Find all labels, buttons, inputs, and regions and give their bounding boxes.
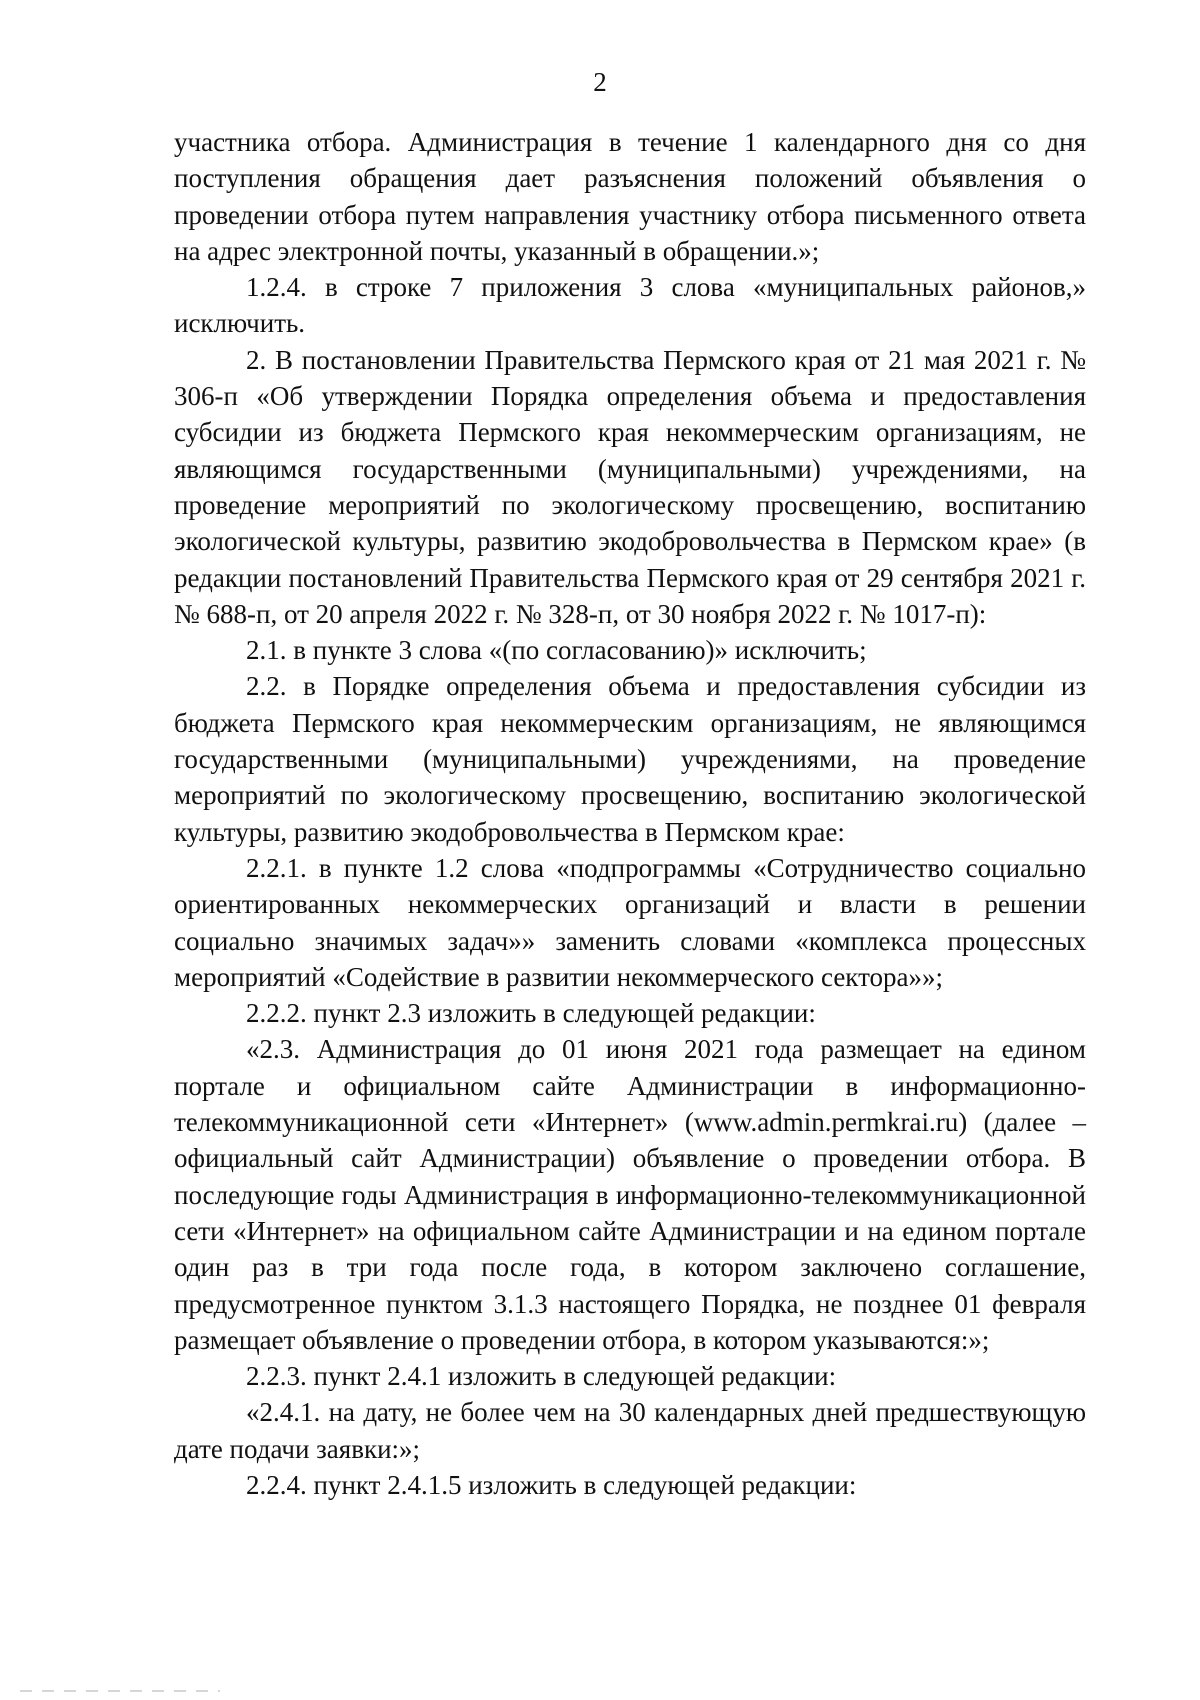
scan-artifact [20,1690,220,1692]
paragraph: 2.2.4. пункт 2.4.1.5 изложить в следующей редакции: [246,1469,857,1500]
paragraph: участника отбора. Администрация в течение 1 календарного дня со дня поступления обращения дает разъяснения положений объявления о проведении отбора путем направления участнику отбора письменного ответа на адрес электронной почты, указанный в обращении.»; [174,127,1086,266]
document-body [174,124,1086,1503]
paragraph: 1.2.4. в строке 7 приложения 3 слова «муниципальных районов,» исключить. [174,272,1086,339]
paragraph: 2.2.1. в пункте 1.2 слова «подпрограммы «Сотрудничество социально ориентированных некоммерческих организаций и власти в решении социально значимых задач»» заменить словами «комплекса процессных мероприятий «Содействие в развитии некоммерческого сектора»»; [174,852,1086,992]
paragraph: 2.2.3. пункт 2.4.1 изложить в следующей редакции: [246,1361,837,1392]
paragraph: 2.1. в пункте 3 слова «(по согласованию)» исключить; [246,635,867,666]
paragraph: «2.4.1. на дату, не более чем на 30 календарных дней предшествующую дате подачи заявки:»; [174,1397,1086,1464]
paragraph: 2.2.2. пункт 2.3 изложить в следующей редакции: [246,998,816,1029]
paragraph: «2.3. Администрация до 01 июня 2021 года размещает на едином портале и официальном сайте Администрации в информационно-телекоммуникационной сети «Интернет» (www.admin.permkrai.ru) (далее – официальный сайт Администрации) объявление о проведении отбора. В последующие годы Администрация в информационно-телекоммуникационной сети «Интернет» на официальном сайте Администрации и на едином портале один раз в три года после года, в котором заключено соглашение, предусмотренное пунктом 3.1.3 настоящего Порядка, не позднее 01 февраля размещает объявление о проведении отбора, в котором указываются:»; [174,1034,1086,1355]
page-number: 2 [593,67,607,97]
paragraph: 2.2. в Порядке определения объема и предоставления субсидии из бюджета Пермского края некоммерческим организациям, не являющимся государственными (муниципальными) учреждениями, на проведение мероприятий по экологическому просвещению, воспитанию экологической культуры, развитию экодобровольчества в Пермском крае: [174,671,1086,847]
paragraph: 2. В постановлении Правительства Пермского края от 21 мая 2021 г. № 306-п «Об утверждении Порядка определения объема и предоставления субсидии из бюджета Пермского края некоммерческим организациям, не являющимся государственными (муниципальными) учреждениями, на проведение мероприятий по экологическому просвещению, воспитанию экологической культуры, развитию экодобровольчества в Пермском крае» (в редакции постановлений Правительства Пермского края от 29 сентября 2021 г. № 688-п, от 20 апреля 2022 г. № 328-п, от 30 ноября 2022 г. № 1017-п): [174,344,1086,629]
